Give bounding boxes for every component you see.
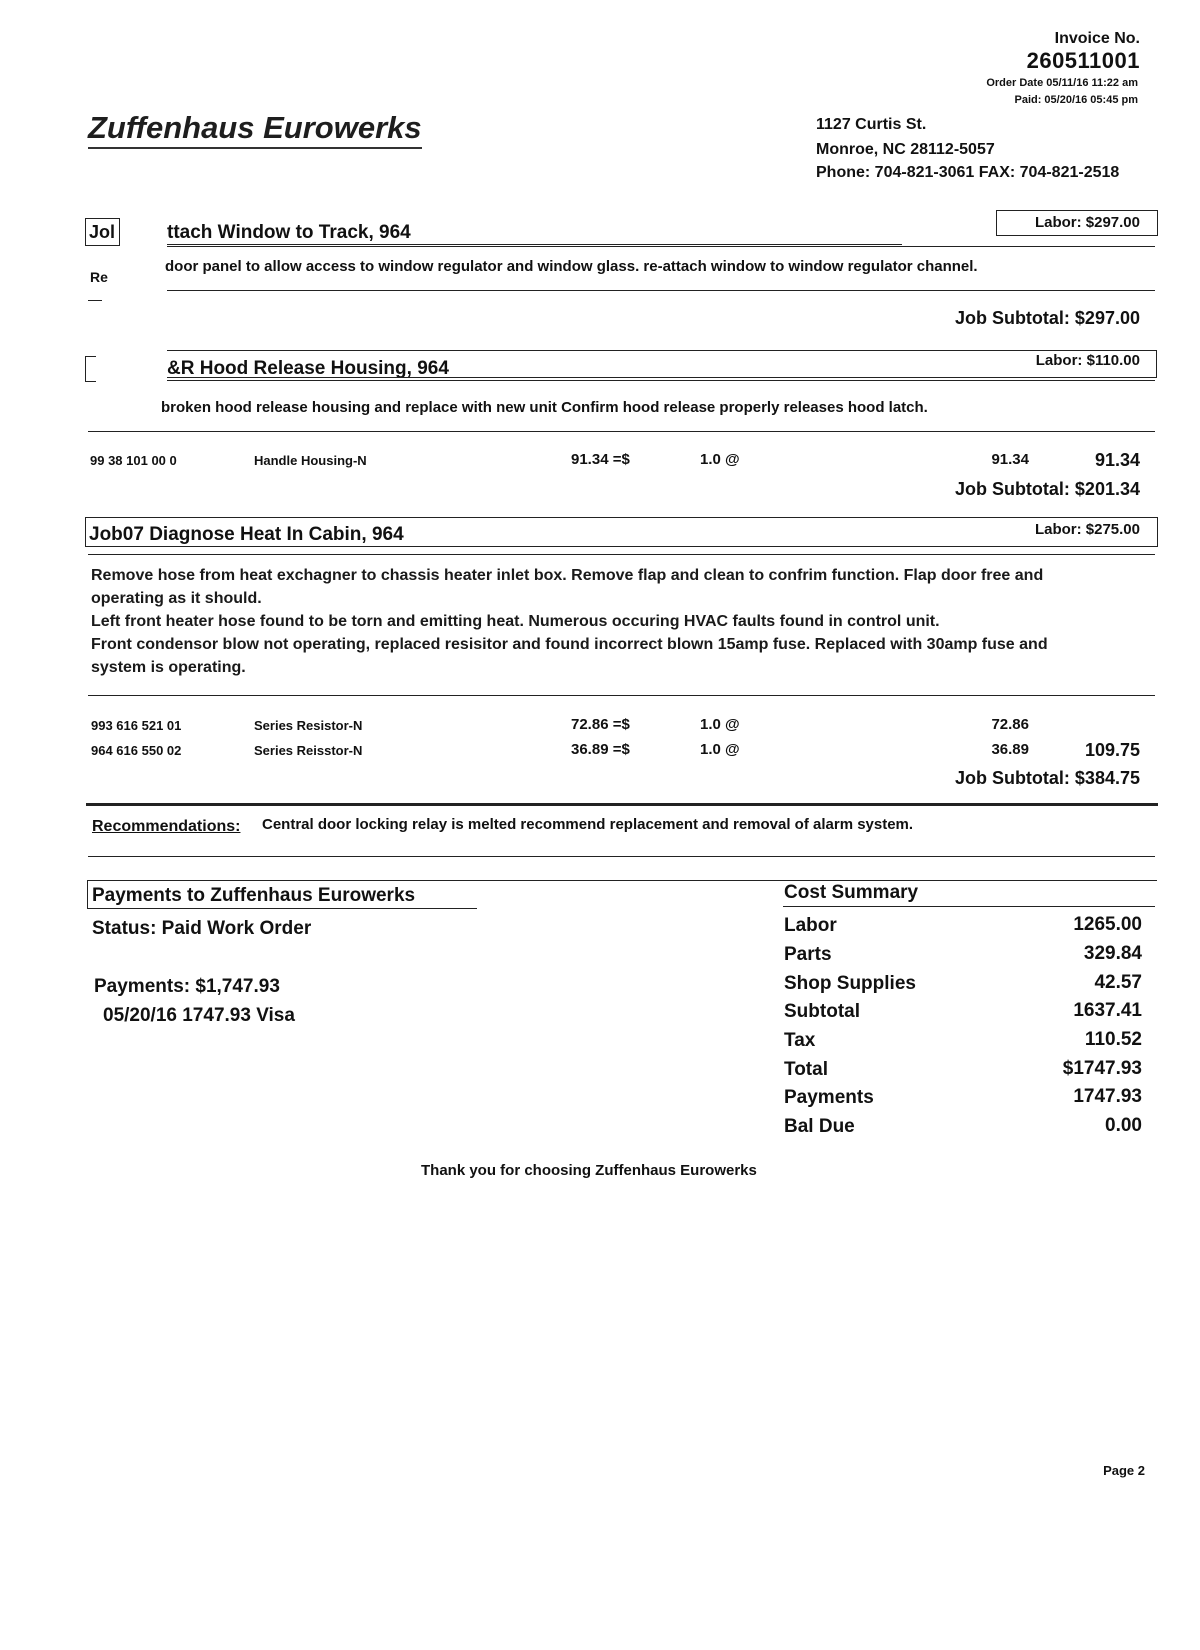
address-line1: 1127 Curtis St. [816, 116, 927, 133]
paid-date: Paid: 05/20/16 05:45 pm [1014, 94, 1138, 106]
order-date: Order Date 05/11/16 11:22 am [986, 77, 1138, 89]
cost-value-parts: 329.84 [1083, 943, 1142, 964]
recommendations-label: Recommendations: [92, 818, 241, 835]
job1-rule-bottom [167, 290, 1155, 291]
payment-status: Status: Paid Work Order [92, 918, 312, 939]
job3-part1-extended: 72.86 [991, 716, 1029, 733]
cost-value-tax: 110.52 [1084, 1029, 1142, 1050]
page-number: Page 2 [1103, 1463, 1145, 1478]
recommendations-rule-top [86, 803, 1158, 806]
cost-value-subtotal: 1637.41 [1073, 1000, 1142, 1021]
job2-title-underline [167, 380, 1155, 381]
phone-fax: Phone: 704-821-3061 FAX: 704-821-2518 [816, 164, 1120, 181]
job3-part1-price: 72.86 =$ [571, 716, 630, 733]
job1-number-label: Jol [89, 222, 116, 242]
job2-part-name: Handle Housing-N [254, 453, 367, 468]
job3-parts-total: 109.75 [1084, 740, 1140, 760]
job3-subtotal: Job Subtotal: $384.75 [954, 768, 1140, 788]
job2-part-price: 91.34 =$ [571, 451, 630, 468]
cost-value-shop-supplies: 42.57 [1094, 972, 1142, 993]
job3-part2-extended: 36.89 [991, 741, 1029, 758]
job3-part2-qty: 1.0 @ [700, 741, 740, 758]
recommendations-text: Central door locking relay is melted recommend replacement and removal of alarm system. [262, 816, 914, 833]
company-name: Zuffenhaus Eurowerks [88, 110, 422, 149]
job3-desc-line2: operating as it should. [91, 590, 262, 607]
cost-summary-title: Cost Summary [784, 882, 919, 903]
payments-title: Payments to Zuffenhaus Eurowerks [92, 885, 416, 906]
thank-you-note: Thank you for choosing Zuffenhaus Eurowerks [421, 1162, 757, 1179]
job3-desc-line5: system is operating. [91, 659, 246, 676]
job3-part1-name: Series Resistor-N [254, 718, 363, 733]
job3-part2-name: Series Reisstor-N [254, 743, 363, 758]
address-line2: Monroe, NC 28112-5057 [816, 141, 995, 158]
job2-part-extended: 91.34 [991, 451, 1029, 468]
cost-label-parts: Parts [784, 944, 832, 965]
job3-rule-top [88, 554, 1155, 555]
cost-label-bal-due: Bal Due [784, 1116, 855, 1137]
job2-labor: Labor: $110.00 [1035, 352, 1140, 369]
invoice-label: Invoice No. [1054, 30, 1140, 47]
cost-value-labor: 1265.00 [1073, 914, 1142, 935]
job1-description: door panel to allow access to window regulator and window glass. re-attach window to window regulator channel. [165, 258, 978, 275]
job2-number-box [85, 356, 96, 382]
job2-part-qty: 1.0 @ [700, 451, 740, 468]
job3-part1-number: 993 616 521 01 [91, 718, 182, 733]
job3-rule-parts [88, 695, 1155, 696]
job1-subtotal: Job Subtotal: $297.00 [954, 308, 1140, 328]
cost-label-labor: Labor [784, 915, 837, 936]
cost-label-tax: Tax [784, 1030, 816, 1051]
job2-labor-box [167, 350, 1157, 378]
job2-part-total: 91.34 [1094, 450, 1140, 470]
cost-value-total: $1747.93 [1062, 1058, 1142, 1079]
job3-desc-line4: Front condensor blow not operating, replaced resisitor and found incorrect blown 15amp fuse. Replaced with 30amp fuse and [91, 636, 1048, 653]
job2-part-number: 99 38 101 00 0 [90, 453, 177, 468]
payments-title-underline [87, 908, 477, 909]
job2-rule-parts [88, 431, 1155, 432]
job2-title: &R Hood Release Housing, 964 [167, 358, 449, 379]
invoice-number: 260511001 [1026, 48, 1140, 73]
cost-value-payments: 1747.93 [1073, 1086, 1142, 1107]
payment-entry: 05/20/16 1747.93 Visa [103, 1005, 295, 1026]
job3-title: Job07 Diagnose Heat In Cabin, 964 [89, 524, 404, 545]
job3-labor: Labor: $275.00 [1034, 521, 1140, 538]
job3-part1-qty: 1.0 @ [700, 716, 740, 733]
job1-title: ttach Window to Track, 964 [167, 222, 411, 243]
cost-summary-underline [783, 906, 1155, 907]
cost-label-shop-supplies: Shop Supplies [784, 973, 916, 994]
job1-rule-stub [88, 300, 102, 301]
job1-title-underline [167, 244, 902, 245]
job2-description: broken hood release housing and replace with new unit Confirm hood release properly releases hood latch. [161, 399, 928, 416]
job3-description [91, 564, 1161, 679]
job1-desc-prefix: Re [90, 269, 108, 285]
cost-value-bal-due: 0.00 [1105, 1115, 1142, 1136]
cost-label-payments: Payments [784, 1087, 874, 1108]
job2-subtotal: Job Subtotal: $201.34 [954, 479, 1140, 499]
job3-desc-line3: Left front heater hose found to be torn and emitting heat. Numerous occuring HVAC faults found in control unit. [91, 613, 940, 630]
cost-label-subtotal: Subtotal [784, 1001, 860, 1022]
recommendations-rule-bottom [88, 856, 1155, 857]
job1-labor: Labor: $297.00 [1034, 214, 1140, 231]
job3-desc-line1: Remove hose from heat exchagner to chassis heater inlet box. Remove flap and clean to confrim function. Flap door free and [91, 567, 1044, 584]
cost-label-total: Total [784, 1059, 828, 1080]
payments-total: Payments: $1,747.93 [94, 976, 280, 997]
job3-part2-number: 964 616 550 02 [91, 743, 182, 758]
job1-rule-top [167, 246, 1155, 247]
job3-part2-price: 36.89 =$ [571, 741, 630, 758]
